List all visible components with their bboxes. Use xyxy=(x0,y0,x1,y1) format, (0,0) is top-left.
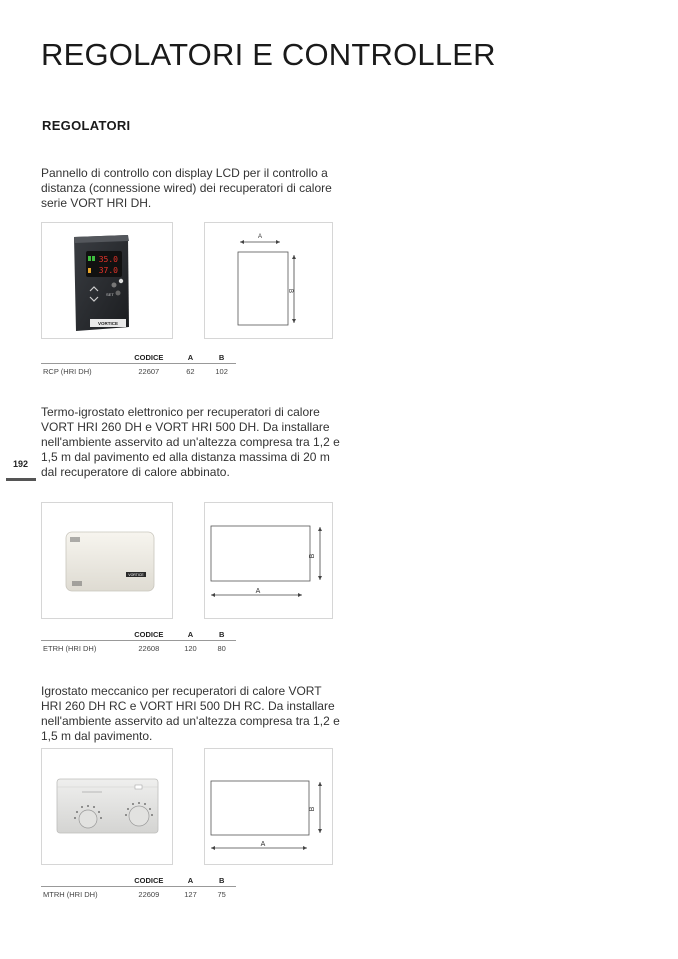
table-row xyxy=(41,887,236,902)
table-row xyxy=(41,641,236,656)
dimension-diagram-frame xyxy=(204,748,333,865)
header-a: A xyxy=(174,874,208,887)
brand-logo: VORTICE xyxy=(97,321,119,326)
header-code: CODICE xyxy=(124,874,174,887)
header-b: B xyxy=(207,351,236,364)
code-cell: 22607 xyxy=(138,366,160,376)
dim-a-label: A xyxy=(260,841,266,848)
page-marker-bar xyxy=(6,478,36,481)
a-cell: 120 xyxy=(184,643,197,653)
dimension-diagram xyxy=(205,503,334,620)
dim-b-label: B xyxy=(309,806,316,812)
table-row xyxy=(41,364,236,379)
etrh-device-image xyxy=(42,503,174,620)
product-photo-frame xyxy=(41,222,173,339)
header-b: B xyxy=(207,628,236,641)
specs-table xyxy=(41,628,236,655)
product-photo-frame xyxy=(41,502,173,619)
b-cell: 75 xyxy=(217,889,226,899)
b-cell: 102 xyxy=(215,366,228,376)
product-description: Igrostato meccanico per recuperatori di calore VORT HRI 260 DH RC e VORT HRI 500 DH RC. Da installare nell'ambiente asservito ad un'altezza compresa tra 1,2 e 1,5 m dal pavimento. xyxy=(41,684,340,743)
display-top-value: 35.0 xyxy=(98,255,118,264)
a-cell: 127 xyxy=(184,889,197,899)
header-code: CODICE xyxy=(124,351,174,364)
model-cell: RCP (HRI DH) xyxy=(43,366,92,376)
header-code: CODICE xyxy=(124,628,174,641)
dim-a-label: A xyxy=(257,234,263,240)
product-description: Pannello di controllo con display LCD per il controllo a distanza (connessione wired) dei recuperatori di calore serie VORT HRI DH. xyxy=(41,166,332,210)
page-number: 192 xyxy=(13,459,29,469)
specs-table xyxy=(41,874,236,901)
page-title: REGOLATORI E CONTROLLER xyxy=(41,37,496,72)
header-b: B xyxy=(207,874,236,887)
header-a: A xyxy=(174,628,208,641)
product-photo-frame xyxy=(41,748,173,865)
section-heading: REGOLATORI xyxy=(42,118,131,133)
dimension-diagram-frame xyxy=(204,502,333,619)
rcp-panel-image xyxy=(42,223,174,340)
b-cell: 80 xyxy=(217,643,226,653)
a-cell: 62 xyxy=(186,366,195,376)
code-cell: 22609 xyxy=(138,889,160,899)
set-label: SET xyxy=(106,292,114,297)
display-bottom-value: 37.0 xyxy=(98,266,118,275)
model-cell: ETRH (HRI DH) xyxy=(43,643,97,653)
model-cell: MTRH (HRI DH) xyxy=(43,889,98,899)
dim-b-label: B xyxy=(287,288,293,294)
dim-a-label: A xyxy=(255,588,261,595)
specs-table xyxy=(41,351,236,378)
dim-b-label: B xyxy=(309,553,316,559)
mtrh-device-image xyxy=(42,749,174,866)
dimension-diagram xyxy=(205,223,334,340)
product-description: Termo-igrostato elettronico per recuperatori di calore VORT HRI 260 DH e VORT HRI 500 DH. Da installare nell'ambiente asservito ad un'altezza compresa tra 1,2 e 1,5 m dal pavimento ed alla distanza massima di 20 m dal recuperatore di calore abbinato. xyxy=(41,405,340,479)
brand-logo: VORTICE xyxy=(128,573,144,577)
dimension-diagram xyxy=(205,749,334,866)
dimension-diagram-frame xyxy=(204,222,333,339)
code-cell: 22608 xyxy=(138,643,160,653)
header-a: A xyxy=(174,351,208,364)
